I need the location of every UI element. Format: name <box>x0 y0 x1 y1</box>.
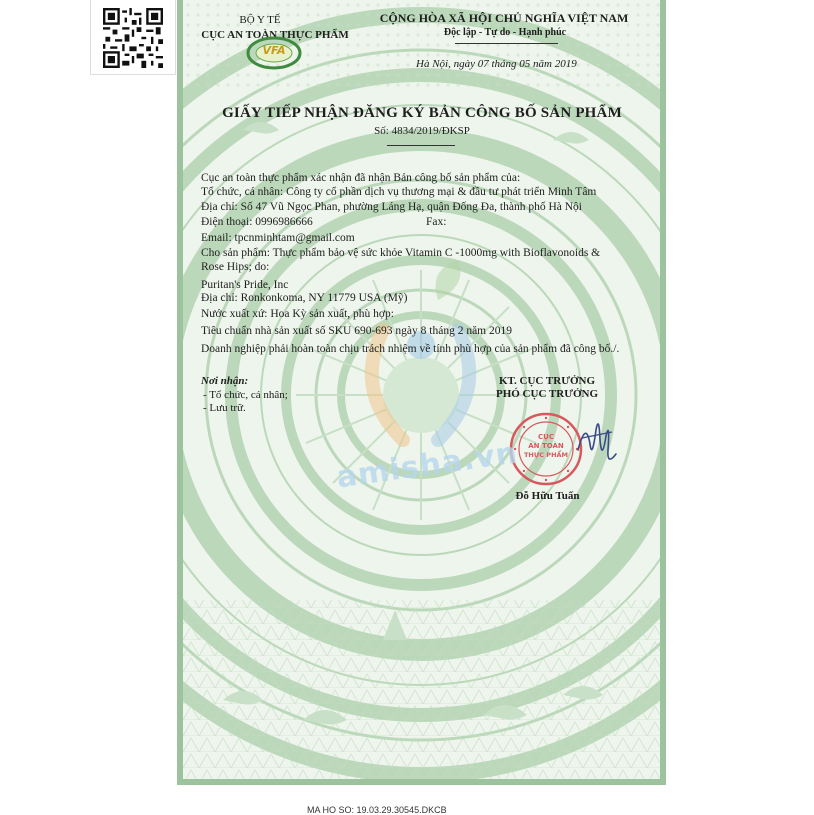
vfa-logo <box>246 36 302 70</box>
national-motto: Độc lập - Tự do - Hạnh phúc <box>443 27 567 38</box>
stamp-text-3: THỰC PHẨM <box>523 451 569 459</box>
recipient-item-2: - Lưu trữ. <box>203 402 246 414</box>
body-fax: Fax: <box>426 216 447 228</box>
body-address: Địa chỉ: Số 47 Vũ Ngọc Phan, phường Láng Hạ, quận Đống Đa, thành phố Hà Nội <box>201 201 583 213</box>
motto-underline <box>455 43 558 44</box>
body-standard: Tiêu chuẩn nhà sản xuất số SKU 690-693 ngày 8 tháng 2 năm 2019 <box>201 325 512 337</box>
body-phone: Điện thoại: 0996986666 <box>201 216 313 228</box>
country-name: CỘNG HÒA XÃ HỘI CHỦ NGHĨA VIỆT NAM <box>379 11 629 25</box>
recipients-label: Nơi nhận: <box>201 375 249 387</box>
body-product-line2: Rose Hips; do: <box>201 261 270 273</box>
recipient-item-1: - Tổ chức, cá nhân; <box>203 389 288 401</box>
body-product-line1: Cho sản phẩm: Thực phẩm bảo vệ sức khỏe Vitamin C -1000mg with Bioflavonoids & <box>201 247 601 259</box>
body-intro: Cục an toàn thực phẩm xác nhận đã nhận Bản công bố sản phẩm của: <box>201 172 521 184</box>
qr-code-icon <box>103 8 163 68</box>
stamp-text-2: AN TOÀN <box>528 442 564 450</box>
vfa-logo-text: VFA <box>262 44 286 57</box>
website-watermark: amisha.vn <box>334 435 521 496</box>
signer-name: Đỗ Hữu Tuấn <box>515 490 580 502</box>
qr-code-box <box>90 0 176 75</box>
department-name: CỤC AN TOÀN THỰC PHẨM <box>201 29 349 41</box>
ministry-name: BỘ Y TẾ <box>239 14 281 26</box>
body-manufacturer-address: Địa chỉ: Ronkonkoma, NY 11779 USA (Mỹ) <box>201 292 408 304</box>
stamp-text-1: CỤC <box>538 433 554 441</box>
signer-role-1: KT. CỤC TRƯỞNG <box>498 375 596 387</box>
dossier-code: MA HO SO: 19.03.29.30545.DKCB <box>307 805 447 815</box>
body-manufacturer: Puritan's Pride, Inc <box>201 279 289 291</box>
handwritten-signature-icon <box>572 410 622 472</box>
body-email: Email: tpcnminhtam@gmail.com <box>201 232 355 244</box>
title-underline <box>387 145 455 146</box>
signer-role-2: PHÓ CỤC TRƯỞNG <box>495 388 599 400</box>
document-number: Số: 4834/2019/ĐKSP <box>374 125 470 137</box>
place-and-date: Hà Nội, ngày 07 tháng 05 năm 2019 <box>416 58 577 70</box>
body-origin: Nước xuất xứ: Hoa Kỳ sản xuất, phù hợp: <box>201 308 394 320</box>
body-responsibility: Doanh nghiệp phải hoàn toàn chịu trách nhiệm về tính phù hợp của sản phẩm đã công bố./. <box>201 343 620 355</box>
body-organization: Tổ chức, cá nhân: Công ty cổ phần dịch vụ thương mại & đầu tư phát triển Minh Tâm <box>201 186 597 198</box>
document-title: GIẤY TIẾP NHẬN ĐĂNG KÝ BẢN CÔNG BỐ SẢN PHẨM <box>222 105 622 121</box>
